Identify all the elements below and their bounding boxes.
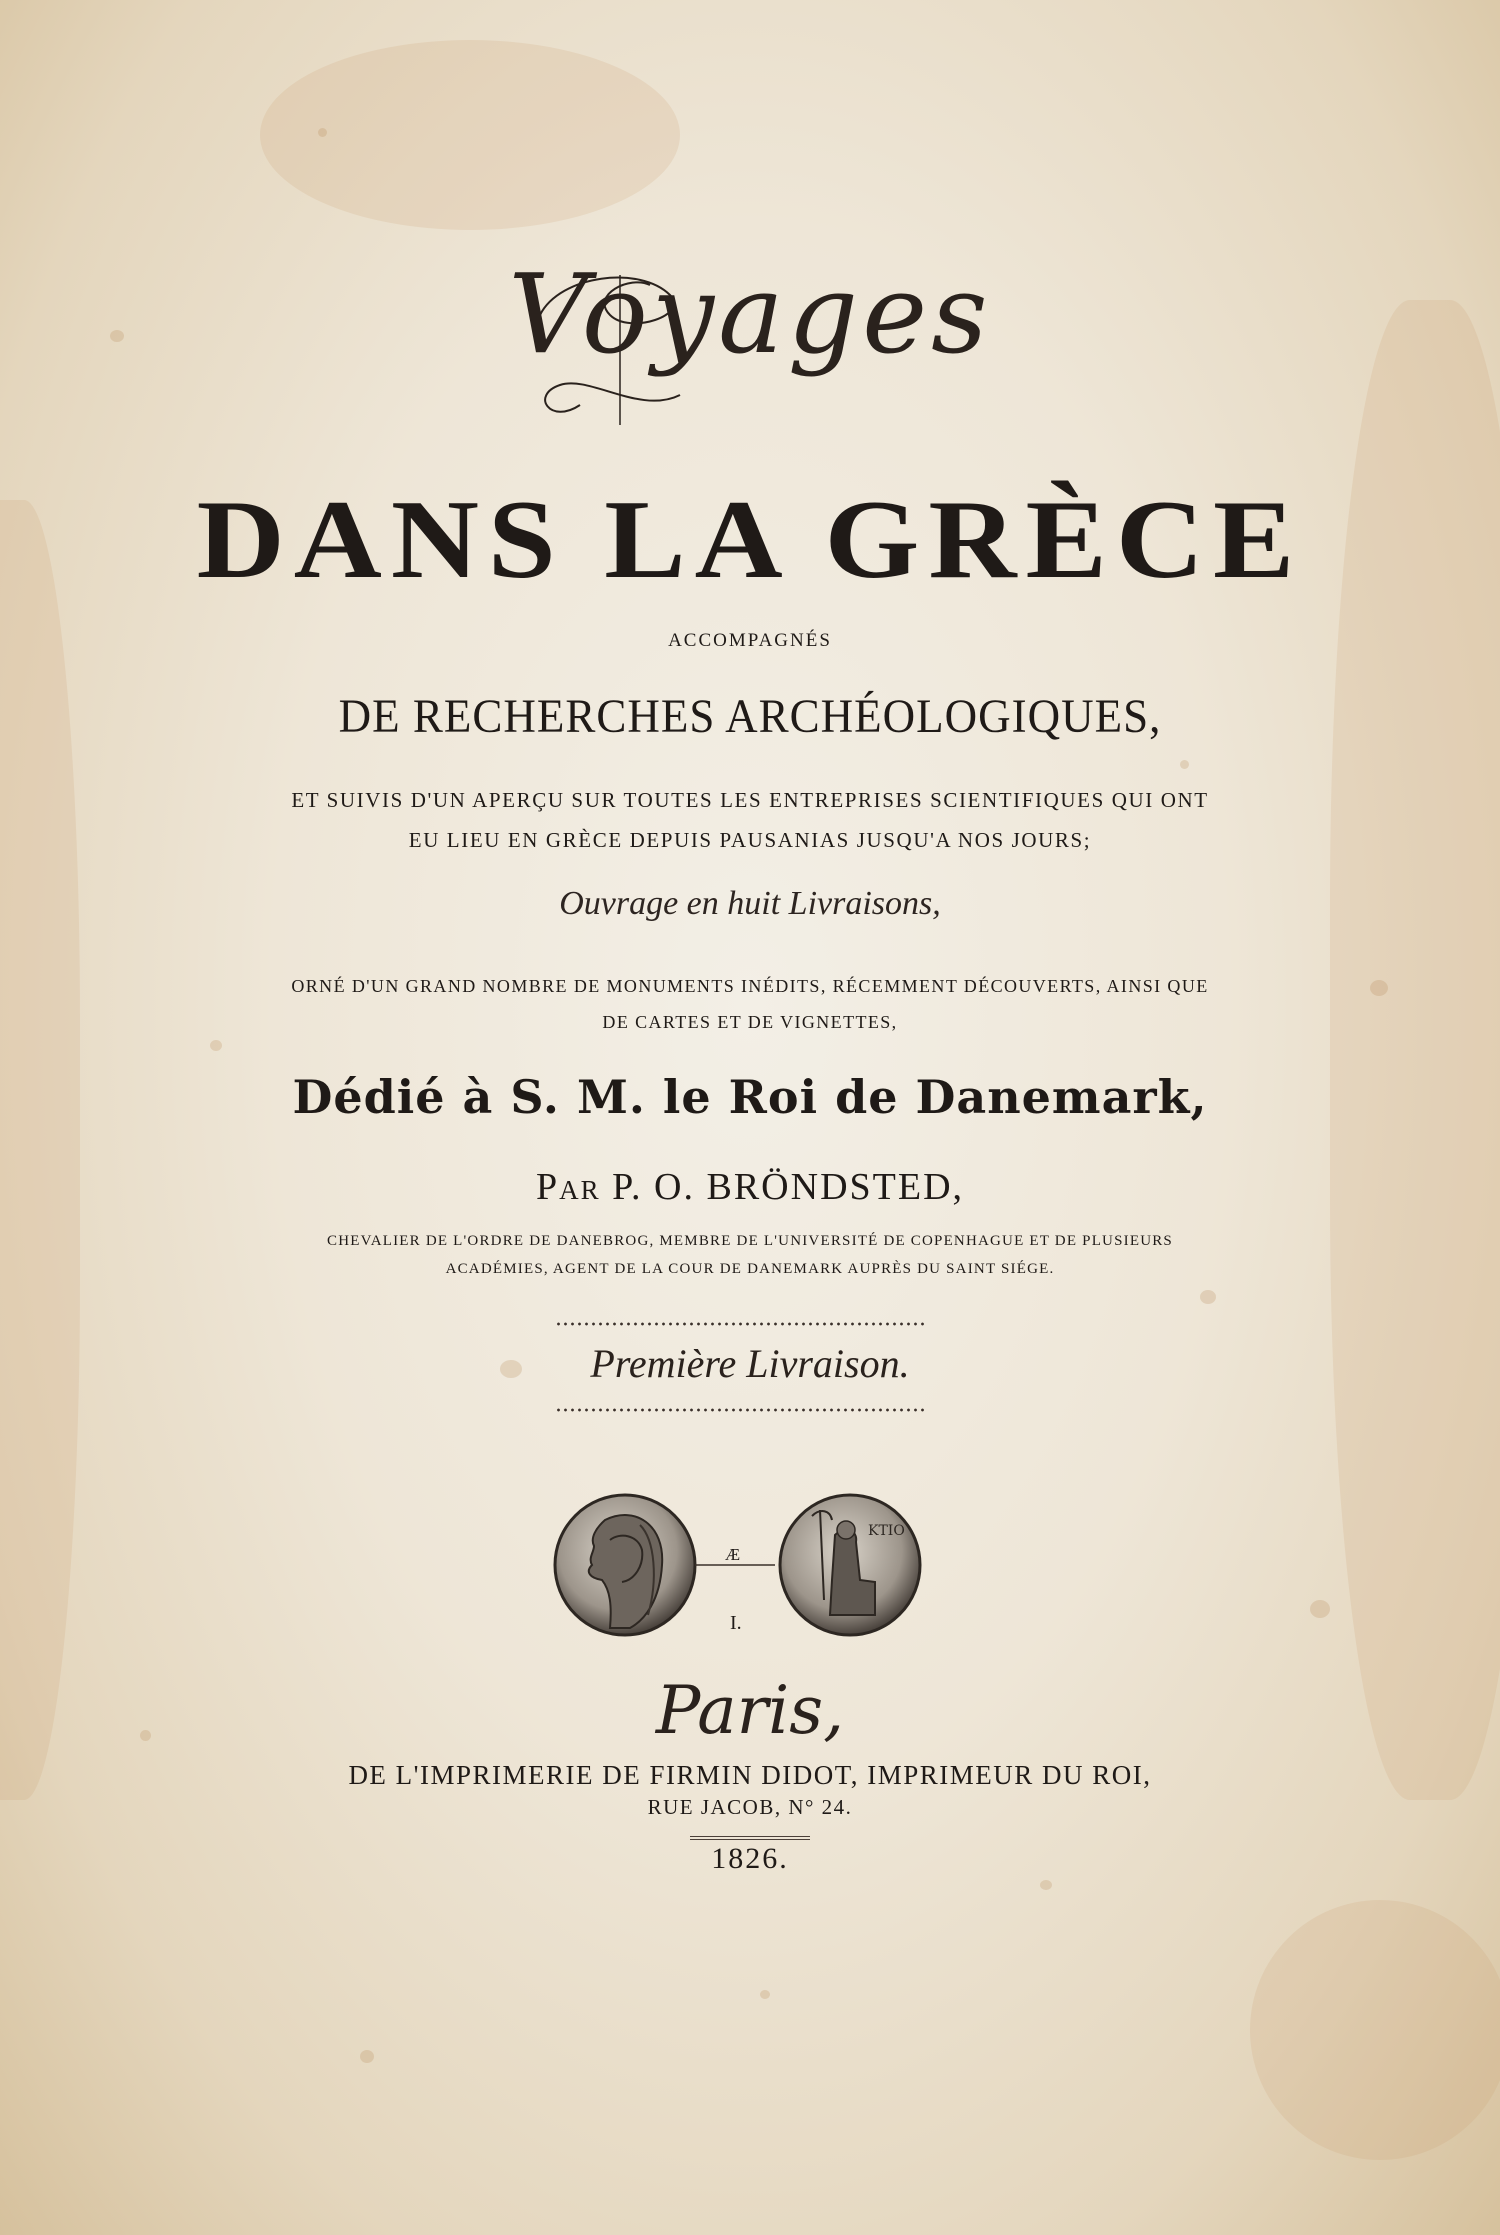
- dotted-rule-bottom: [555, 1408, 925, 1412]
- imprint-year: 1826.: [711, 1842, 789, 1875]
- description-suivis: ET SUIVIS D'UN APERÇU SUR TOUTES LES ENTREPRISES SCIENTIFIQUES QUI ONT EU LIEU EN GRÈCE DEPUIS PAUSANIAS JUSQU'A NOS JOURS;: [291, 788, 1209, 852]
- imprint-printer: DE L'IMPRIMERIE DE FIRMIN DIDOT, IMPRIMEUR DU ROI,: [348, 1760, 1152, 1790]
- imprint-address: RUE JACOB, N° 24.: [647, 1795, 853, 1819]
- dedication: Dédié à S. M. le Roi de Danemark,: [292, 1070, 1208, 1124]
- foxing-spot: [760, 1990, 770, 1999]
- foxing-spot: [1180, 760, 1189, 769]
- foxing-spot: [318, 128, 327, 137]
- description-orne: ORNÉ D'UN GRAND NOMBRE DE MONUMENTS INÉDITS, RÉCEMMENT DÉCOUVERTS, AINSI QUE DE CARTES ET DE VIGNETTES,: [291, 976, 1209, 1032]
- foxing-spot: [210, 1040, 222, 1051]
- ouvrage-line: Ouvrage en huit Livraisons,: [559, 885, 941, 922]
- foxing-spot: [1310, 1600, 1330, 1618]
- author-titles: CHEVALIER DE L'ORDRE DE DANEBROG, MEMBRE DE L'UNIVERSITÉ DE COPENHAGUE ET DE PLUSIEURS ACADÉMIES, AGENT DE LA COUR DE DANEMARK AUPRÈS DU SAINT SIÉGE.: [327, 1233, 1173, 1277]
- coin-inscription: ΚΤΙΟ: [868, 1523, 905, 1539]
- title-main: DANS LA GRÈCE: [196, 477, 1304, 602]
- edge-stain: [1250, 1900, 1500, 2160]
- coin-engraving: [550, 1480, 950, 1650]
- coin-reverse: [780, 1495, 920, 1635]
- subtitle-recherches: DE RECHERCHES ARCHÉOLOGIQUES,: [338, 689, 1162, 743]
- subtitle-accompagnes: ACCOMPAGNÉS: [668, 630, 832, 651]
- foxing-spot: [1040, 1880, 1052, 1890]
- foxing-spot: [360, 2050, 374, 2063]
- double-rule: [690, 1836, 810, 1840]
- coin-number: I.: [730, 1612, 742, 1634]
- title-script: Voyages: [508, 250, 992, 378]
- foxing-spot: [1370, 980, 1388, 996]
- livraison-label: Première Livraison.: [590, 1341, 910, 1386]
- coin-obverse: [555, 1495, 695, 1635]
- author-line: Par P. O. BRÖNDSTED,: [535, 1166, 965, 1208]
- foxing-spot: [1200, 1290, 1216, 1304]
- imprint-city: Paris,: [655, 1672, 845, 1749]
- dotted-rule-top: [555, 1322, 925, 1326]
- coin-metal-label: Æ: [725, 1545, 741, 1564]
